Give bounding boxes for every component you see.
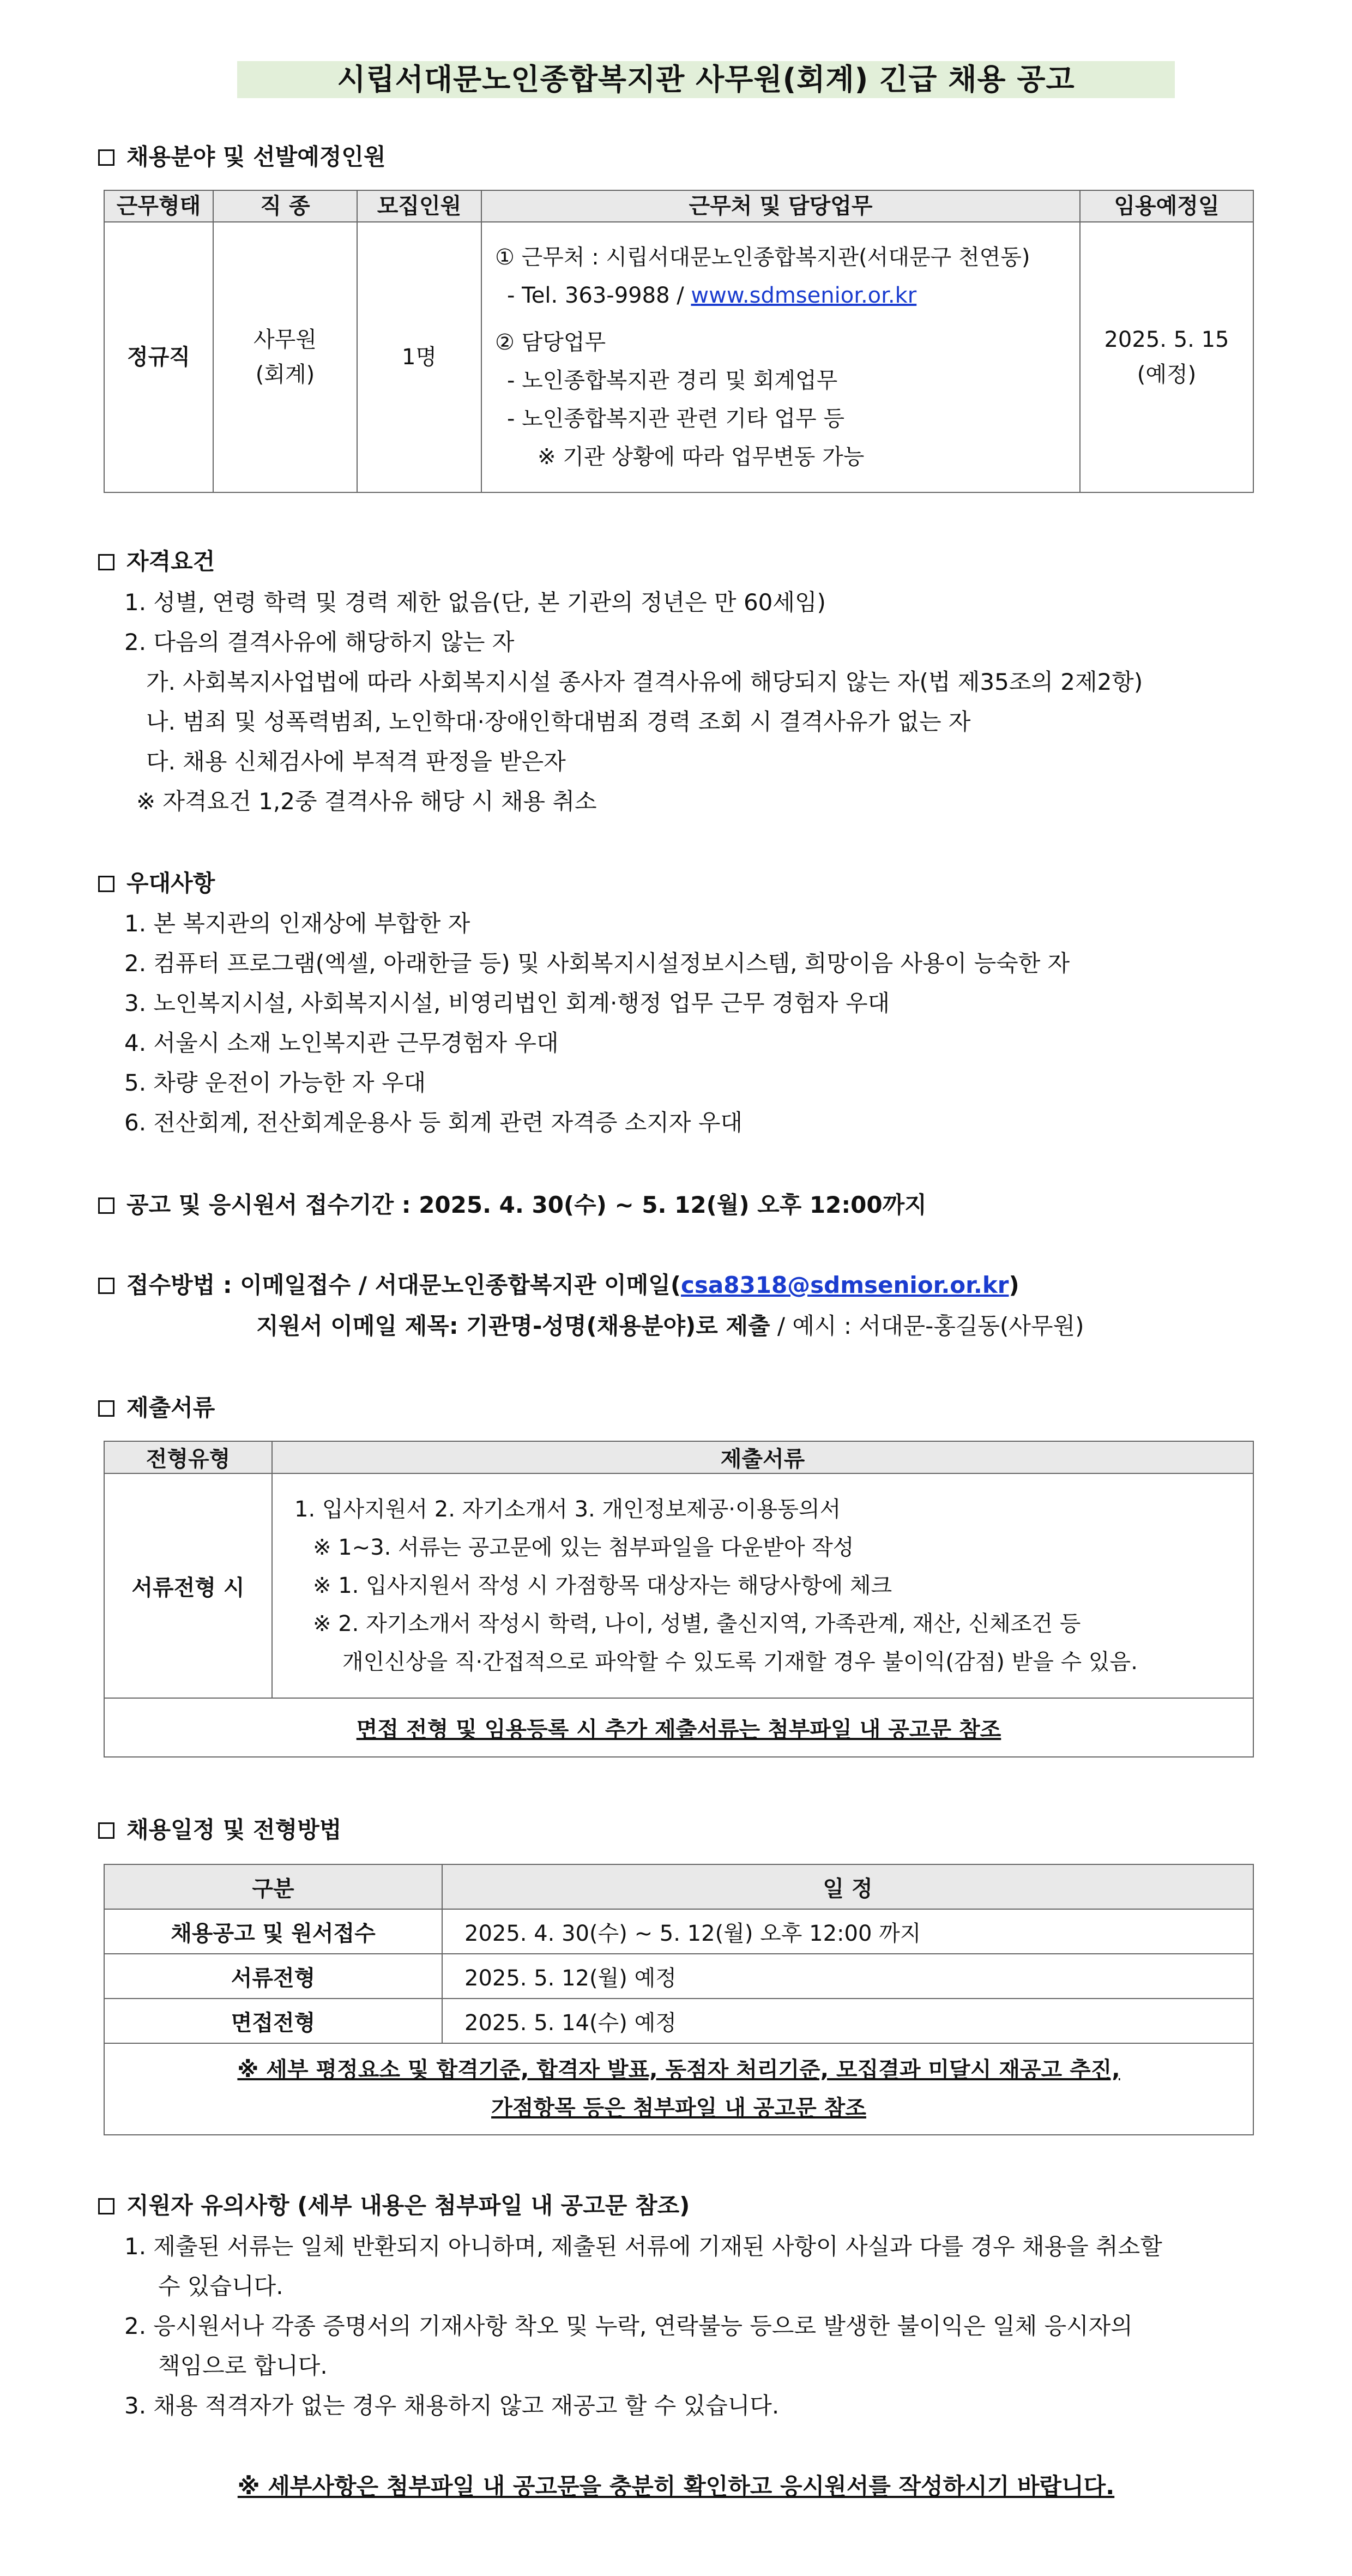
workplace-line: ① 근무처 : 시립서대문노인종합복지관(서대문구 천연동)	[495, 245, 1030, 270]
recruit-table	[104, 190, 1254, 493]
duty-1: - 노인종합복지관 경리 및 회계업무	[507, 368, 838, 393]
documents-note: ※ 1~3. 서류는 공고문에 있는 첨부파일을 다운받아 작성	[313, 1535, 854, 1560]
preference-item: 1. 본 복지관의 인재상에 부합한 자	[124, 910, 470, 937]
checkbox-icon	[98, 554, 114, 570]
footer-note: ※ 세부사항은 첨부파일 내 공고문을 충분히 확인하고 응시원서를 작성하시기 바랍니다.	[237, 2473, 1115, 2500]
documents-footer: 면접 전형 및 임용등록 시 추가 제출서류는 첨부파일 내 공고문 참조	[104, 1698, 1253, 1757]
documents-note: ※ 2. 자기소개서 작성시 학력, 나이, 성별, 출신지역, 가족관계, 재산, 신체조건 등	[313, 1611, 1081, 1636]
documents-note: ※ 1. 입사지원서 작성 시 가점항목 대상자는 해당사항에 체크	[313, 1573, 892, 1598]
qualification-note: ※ 자격요건 1,2중 결격사유 해당 시 채용 취소	[136, 788, 597, 815]
documents-note: 개인신상을 직·간접적으로 파악할 수 있도록 기재할 경우 불이익(감점) 받을 수 있음.	[342, 1650, 1138, 1675]
section-preference-heading: 우대사항	[98, 867, 215, 900]
header-workplace: 근무처 및 담당업무	[481, 190, 1080, 222]
documents-table	[104, 1441, 1254, 1758]
checkbox-icon	[98, 1822, 114, 1839]
checkbox-icon	[98, 2198, 114, 2214]
duty-note: ※ 기관 상황에 따라 업무변동 가능	[538, 444, 865, 470]
schedule-value: 2025. 5. 12(월) 예정	[442, 1954, 1253, 1999]
header-documents: 제출서류	[272, 1441, 1253, 1473]
checkbox-icon	[98, 1400, 114, 1417]
cell-job: 사무원 (회계)	[213, 222, 357, 492]
section-method-heading: 접수방법 : 이메일접수 / 서대문노인종합복지관 이메일(csa8318@sdmsenior.or.kr)	[98, 1269, 1019, 1302]
section-qualification-heading: 자격요건	[98, 545, 215, 578]
section-caution-heading: 지원자 유의사항 (세부 내용은 첨부파일 내 공고문 참조)	[98, 2189, 690, 2222]
header-selection-type: 전형유형	[104, 1441, 272, 1473]
preference-item: 2. 컴퓨터 프로그램(엑셀, 아래한글 등) 및 사회복지시설정보시스템, 희망이음 사용이 능숙한 자	[124, 950, 1070, 977]
preference-item: 6. 전산회계, 전산회계운용사 등 회계 관련 자격증 소지자 우대	[124, 1109, 743, 1136]
header-schedule: 일 정	[442, 1864, 1253, 1909]
tel-line: - Tel. 363-9988 / www.sdmsenior.or.kr	[507, 283, 917, 308]
header-count: 모집인원	[357, 190, 481, 222]
section-documents-heading: 제출서류	[98, 1392, 215, 1424]
email-link[interactable]: csa8318@sdmsenior.or.kr	[681, 1272, 1009, 1298]
page-title: 시립서대문노인종합복지관 사무원(회계) 긴급 채용 공고	[337, 62, 1075, 97]
caution-item: 3. 채용 적격자가 없는 경우 채용하지 않고 재공고 할 수 있습니다.	[124, 2392, 780, 2419]
preference-item: 5. 차량 운전이 가능한 자 우대	[124, 1069, 426, 1096]
schedule-label: 면접전형	[104, 1999, 442, 2043]
preference-item: 4. 서울시 소재 노인복지관 근무경험자 우대	[124, 1030, 559, 1056]
schedule-label: 서류전형	[104, 1954, 442, 1999]
schedule-table	[104, 1864, 1254, 2135]
caution-item: 1. 제출된 서류는 일체 반환되지 아니하며, 제출된 서류에 기재된 사항이 사실과 다를 경우 채용을 취소할	[124, 2233, 1162, 2260]
header-employment-type: 근무형태	[104, 190, 213, 222]
section-schedule-heading: 채용일정 및 전형방법	[98, 1814, 341, 1846]
cell-documents	[272, 1473, 1253, 1698]
schedule-value: 2025. 5. 14(수) 예정	[442, 1999, 1253, 2043]
duty-2: - 노인종합복지관 관련 기타 업무 등	[507, 406, 844, 431]
qualification-item: 가. 사회복지사업법에 따라 사회복지시설 종사자 결격사유에 해당되지 않는 자(법 제35조의 2제2항)	[146, 669, 1143, 695]
checkbox-icon	[98, 1278, 114, 1294]
title-banner	[237, 61, 1175, 98]
schedule-value: 2025. 4. 30(수) ~ 5. 12(월) 오후 12:00 까지	[442, 1909, 1253, 1954]
header-start-date: 임용예정일	[1080, 190, 1253, 222]
cell-selection-type: 서류전형 시	[104, 1473, 272, 1698]
caution-item: 2. 응시원서나 각종 증명서의 기재사항 착오 및 누락, 연락불능 등으로 발생한 불이익은 일체 응시자의	[124, 2313, 1133, 2339]
section-period-heading: 공고 및 응시원서 접수기간 : 2025. 4. 30(수) ~ 5. 12(월) 오후 12:00까지	[98, 1189, 927, 1221]
caution-item: 수 있습니다.	[158, 2273, 283, 2300]
caution-item: 책임으로 합니다.	[158, 2352, 328, 2379]
email-subject-line: 지원서 이메일 제목: 기관명-성명(채용분야)로 제출 / 예시 : 서대문-홍길동(사무원)	[256, 1313, 1084, 1339]
header-category: 구분	[104, 1864, 442, 1909]
qualification-item: 다. 채용 신체검사에 부적격 판정을 받은자	[146, 748, 566, 775]
qualification-item: 2. 다음의 결격사유에 해당하지 않는 자	[124, 629, 515, 655]
cell-count: 1명	[357, 222, 481, 492]
schedule-label: 채용공고 및 원서접수	[104, 1909, 442, 1954]
duty-heading: ② 담당업무	[495, 330, 606, 355]
cell-workplace	[481, 222, 1080, 492]
checkbox-icon	[98, 149, 114, 166]
cell-employment-type: 정규직	[104, 222, 213, 492]
cell-start-date: 2025. 5. 15 (예정)	[1080, 222, 1253, 492]
qualification-item: 1. 성별, 연령 학력 및 경력 제한 없음(단, 본 기관의 정년은 만 60세임)	[124, 589, 826, 616]
qualification-item: 나. 범죄 및 성폭력범죄, 노인학대·장애인학대범죄 경력 조회 시 결격사유가 없는 자	[146, 708, 971, 735]
checkbox-icon	[98, 876, 114, 892]
schedule-note: ※ 세부 평정요소 및 합격기준, 합격자 발표, 동점자 처리기준, 모집결과 미달시 재공고 추진, 가점항목 등은 첨부파일 내 공고문 참조	[104, 2043, 1253, 2135]
header-job: 직 종	[213, 190, 357, 222]
website-link[interactable]: www.sdmsenior.or.kr	[691, 283, 917, 308]
documents-line: 1. 입사지원서 2. 자기소개서 3. 개인정보제공·이용동의서	[294, 1497, 841, 1522]
checkbox-icon	[98, 1197, 114, 1214]
preference-item: 3. 노인복지시설, 사회복지시설, 비영리법인 회계·행정 업무 근무 경험자 우대	[124, 990, 890, 1016]
section-recruit-heading: 채용분야 및 선발예정인원	[98, 141, 386, 173]
